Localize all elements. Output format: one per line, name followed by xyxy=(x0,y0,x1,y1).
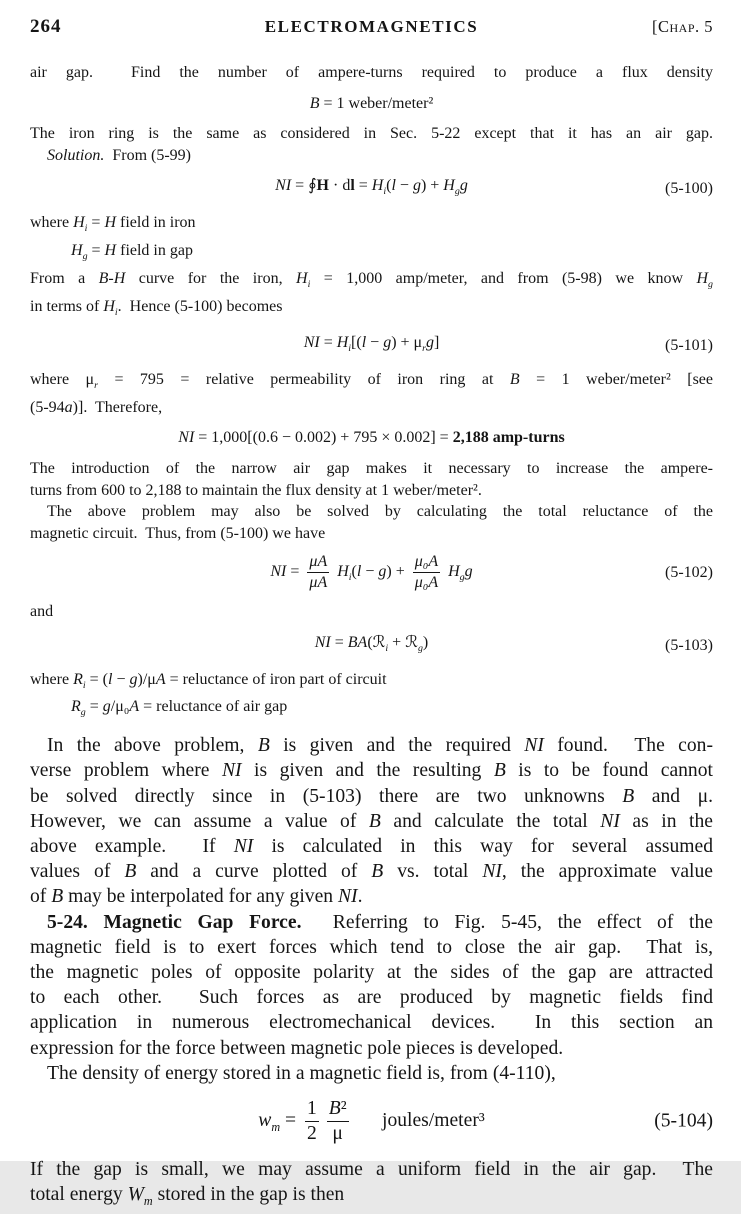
text-line: above example. If NI is calculated in this way for several assumed xyxy=(30,835,713,857)
text-line: where $R_i = (l - g)/\mu A$ = reluctance of iron part of circuit xyxy=(30,670,387,691)
equation-line xyxy=(30,553,713,592)
text-line: If the gap is small, we may assume a uniform field in the air gap. The xyxy=(30,1158,713,1180)
text-line: verse problem where NI is given and the resulting B is to be found cannot xyxy=(30,760,713,782)
equation-number: (5-101) xyxy=(665,337,713,355)
text-line: From a B-H curve for the iron, $H_i = 1,000$ amp/meter, and from (5-98) we know $H_g$ xyxy=(30,269,713,290)
text-line: magnetic circuit. Thus, from (5-100) we have xyxy=(30,524,326,542)
text-line: total energy $W_m$ stored in the gap is then xyxy=(30,1184,345,1208)
equation-body: NI = $H_i[(l - g) + \mu_rg]$ xyxy=(303,334,440,355)
text-line: Solution. From (5-99) xyxy=(47,146,191,164)
text-line: magnetic field is to exert forces which tend to close the air gap. That is, xyxy=(30,936,713,958)
text-line: values of B and a curve plotted of B vs. total NI, the approximate value xyxy=(30,861,713,883)
equation-body: B = 1 weber/meter² xyxy=(309,94,434,112)
text-line: where $\mu_r = 795$ = relative permeability of iron ring at B = 1 weber/meter² [see xyxy=(30,371,714,392)
text-line: to each other. Such forces as are produced by magnetic fields find xyxy=(30,987,713,1009)
equation-line xyxy=(30,93,713,115)
text-line: be solved directly since in (5-103) there are two unknowns B and μ. xyxy=(30,785,713,807)
text-line: where $H_i = H$ field in iron xyxy=(30,214,196,235)
page-number: 264 xyxy=(30,16,62,37)
equation-number: (5-102) xyxy=(665,564,713,582)
text-line: $H_g = H$ field in gap xyxy=(71,241,193,263)
text-line: expression for the force between magnetic pole pieces is developed. xyxy=(30,1037,564,1059)
equation-line xyxy=(30,427,713,449)
equation-number: (5-100) xyxy=(665,180,713,198)
text-line: air gap. Find the number of ampere-turns required to produce a flux density xyxy=(30,64,713,81)
chapter-label: [Chap. 5 xyxy=(651,17,713,36)
text-line: The iron ring is the same as considered in Sec. 5-22 except that it has an air gap. xyxy=(30,125,713,143)
equation-body: NI = BA(ℛ$_i$ + ℛ$_g$) xyxy=(314,633,429,654)
text-line: The introduction of the narrow air gap makes it necessary to increase the ampere- xyxy=(30,460,713,478)
text-line: In the above problem, B is given and the required NI found. The con- xyxy=(47,735,713,757)
text-line: (5-94a)]. Therefore, xyxy=(30,398,163,416)
text-line: in terms of $H_i$. Hence (5-100) becomes xyxy=(30,297,283,318)
text-line: $R_g = g/\mu_0A$ = reluctance of air gap xyxy=(71,698,288,719)
equation-line xyxy=(30,1098,713,1145)
text-line: application in numerous electromechanical devices. In this section an xyxy=(30,1012,713,1034)
page-header xyxy=(30,16,713,38)
text-line: turns from 600 to 2,188 to maintain the flux density at 1 weber/meter². xyxy=(30,481,482,499)
equation-body: NI = $\frac{\mu A}{\mu A}$ $H_i(l - g)$ + $\frac{\text{μ₀A}}{\text{μ₀A}}$ $H_gg$ xyxy=(270,553,473,592)
equation-line xyxy=(30,632,713,660)
page-content xyxy=(30,62,713,1214)
equation-body: $w_m$ = $\frac{1}{2}$ $\frac{\text{B²}}{\mu}$ joules/meter³ xyxy=(258,1098,485,1144)
equation-body: NI = ∮H · dl = $H_i(l - g) + H_gg$ xyxy=(275,177,468,198)
equation-number: (5-103) xyxy=(665,636,713,654)
equation-body: NI = 1,000[(0.6 − 0.002) + 795 × 0.002] = 2,188 amp-turns xyxy=(178,429,565,447)
equation-line xyxy=(30,175,713,203)
equation-line xyxy=(30,332,713,360)
text-line: However, we can assume a value of B and calculate the total NI as in the xyxy=(30,810,713,832)
text-line: the magnetic poles of opposite polarity at the sides of the gap are attracted xyxy=(30,961,713,983)
text-line: 5-24. Magnetic Gap Force. Referring to Fig. 5-45, the effect of the xyxy=(47,911,713,933)
text-line: The above problem may also be solved by calculating the total reluctance of the xyxy=(47,503,713,521)
text-line: and xyxy=(30,603,54,621)
text-line: The density of energy stored in a magnetic field is, from (4-110), xyxy=(47,1062,556,1084)
running-title: ELECTROMAGNETICS xyxy=(264,17,479,36)
text-line: of B may be interpolated for any given NI. xyxy=(30,886,363,908)
equation-number: (5-104) xyxy=(654,1110,713,1132)
